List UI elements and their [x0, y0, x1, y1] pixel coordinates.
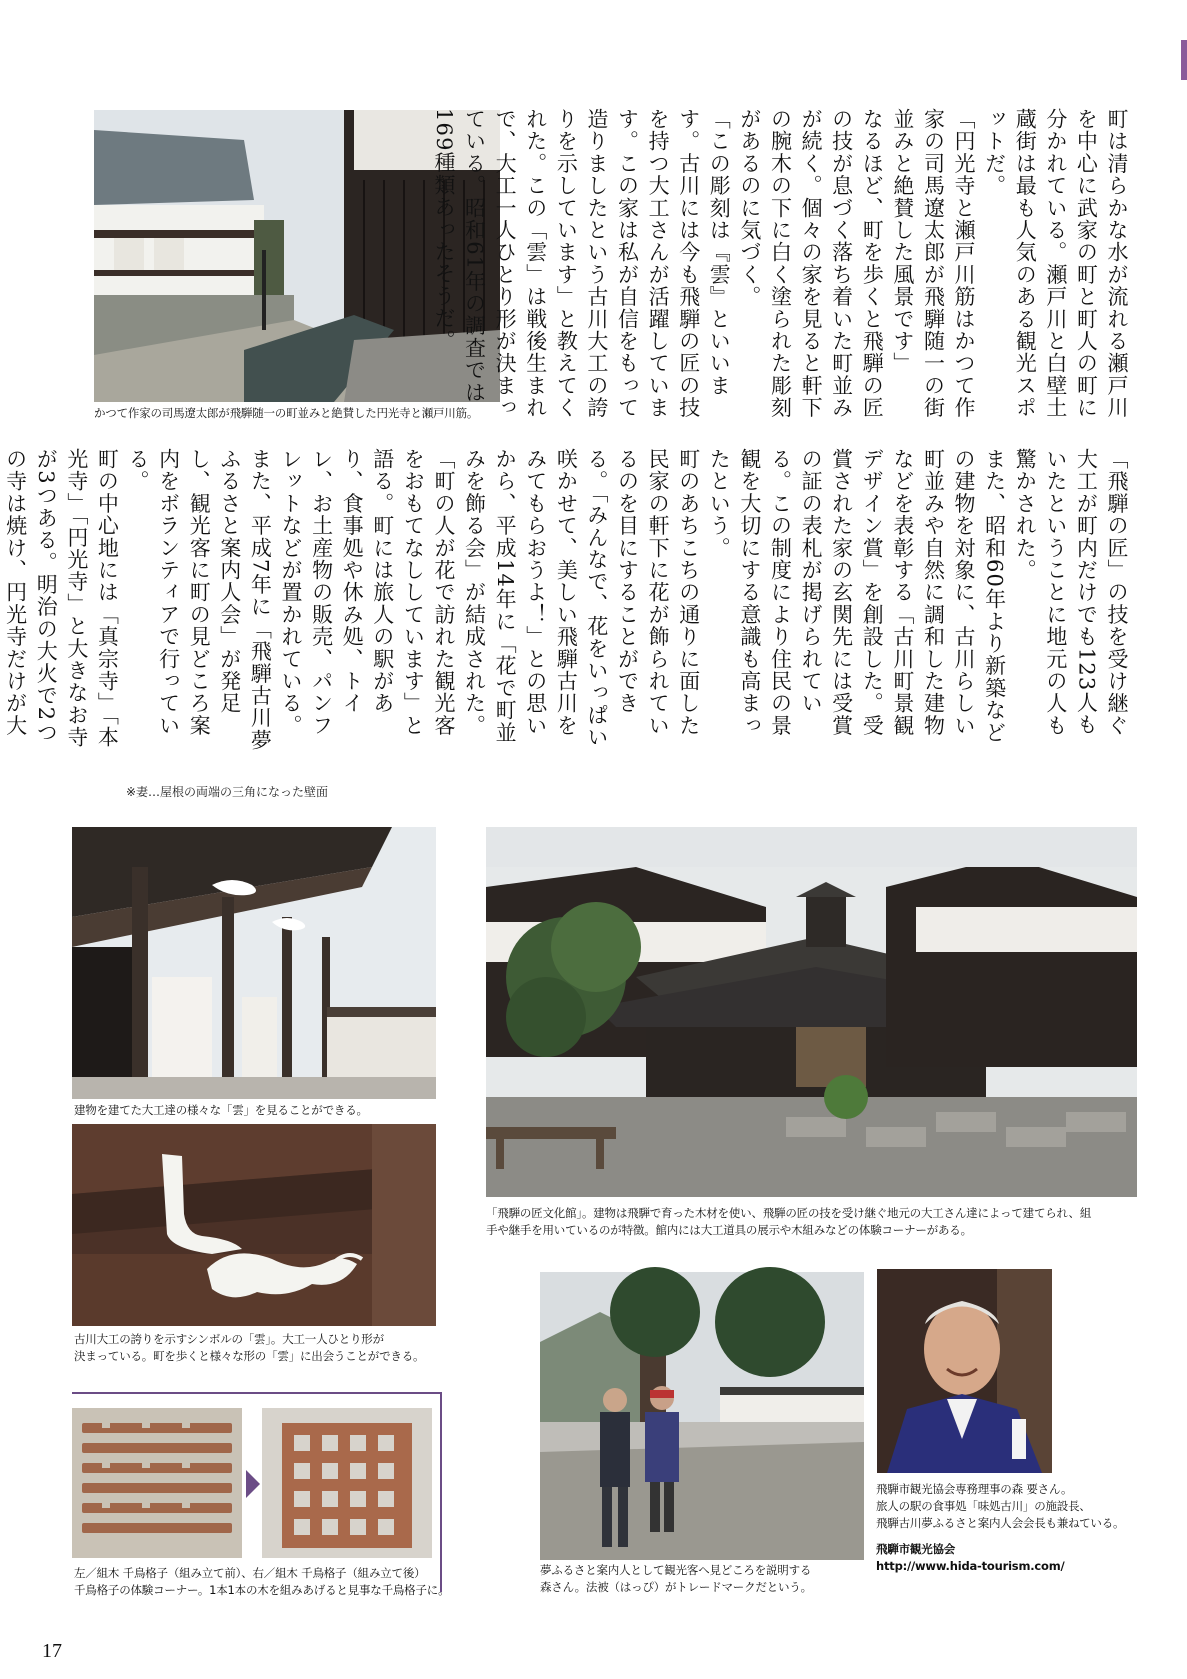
body-text-top: [431, 108, 1132, 438]
photo-eaves-kumo: [72, 827, 436, 1099]
paragraph: 町のあちこちの通りに面した民家の軒下に花が飾られているのを目にすることができる。「みんなで、花をいっぱい咲かせて、美しい飛騨古川をみてもらおうよ！」との思いから、平成14年に「花で町並みを飾る会」が結成された。「町の人が花で訪れた観光客をおもてなししています」と語る。町には旅人の駅があり、食事処や休み処、トイレ、お土産物の販売、パンフレットなどが置かれている。また、平成7年に「飛騨古川夢ふるさと案内人会」が発足し、観光客に町の見どころ案内をボランティアで行っている。: [126, 448, 701, 752]
paragraph: 町の中心地には「真宗寺」「本光寺」「円光寺」と大きなお寺が3つある。明治の大火で2つの寺は焼け、円光寺だけが大: [3, 448, 120, 749]
page-number: 17: [42, 1640, 62, 1662]
caption-mori-3: 飛騨古川夢ふるさと案内人会会長も兼ねている。: [876, 1516, 1125, 1530]
caption-mori-1: 飛騨市観光協会専務理事の森 要さん。: [876, 1482, 1073, 1496]
paragraph: 町は清らかな水が流れる瀬戸川を中心に武家の町と町人の町に分かれている。瀬戸川と白壁土蔵街は最も人気のある観光スポットだ。: [982, 108, 1129, 419]
caption-kumiki-1: 左／組木 千鳥格子（組み立て前）、右／組木 千鳥格子（組み立て後）: [74, 1566, 426, 1580]
photo-portrait-mori: [877, 1269, 1052, 1473]
photo-guide-explaining: [540, 1272, 864, 1560]
photo-kumiki-before: [72, 1408, 242, 1558]
caption-photo-kumo-2: 決まっている。町を歩くと様々な形の「雲」に出会うことができる。: [74, 1349, 425, 1363]
photo-kumiki-after: [262, 1408, 432, 1558]
caption-kumiki-2: 千鳥格子の体験コーナー。1本1本の木を組みあげると見事な千鳥格子に。: [74, 1583, 450, 1597]
photo-kumo-closeup: [72, 1124, 436, 1326]
edge-mark: [1181, 40, 1187, 80]
caption-photo-eaves: 建物を建てた大工達の様々な「雲」を見ることができる。: [74, 1103, 368, 1117]
frame-right-line: [440, 1392, 442, 1592]
paragraph: 「この彫刻は『雲』といいます。古川には今も飛騨の匠の技を持つ大工さんが活躍しています。この家は私が自信をもって造りましたという古川大工の誇りを示しています」と教えてくれた。この「雲」は戦後生まれで、大工一人ひとり形が決まっている。昭和61年の調査では169種類あったそうだ。: [431, 108, 732, 419]
frame-top-line: [72, 1392, 442, 1394]
paragraph: 「飛騨の匠」の技を受け継ぐ大工が町内だけでも123人もいたということに地元の人も驚かされた。: [1013, 448, 1129, 737]
paragraph: なるほど、町を歩くと飛騨の匠の技が息づく落ち着いた町並みが続く。個々の家を見ると軒下の腕木の下に白く塗られた彫刻があるのに気づく。: [737, 108, 885, 419]
paragraph: 「円光寺と瀬戸川筋はかつて作家の司馬遼太郎が飛騨随一の街並みと絶賛した風景です」: [890, 108, 977, 419]
body-text-bottom: [3, 448, 1132, 758]
caption-guide-2: 森さん。法被（はっぴ）がトレードマークだという。: [540, 1580, 812, 1594]
paragraph: また、昭和60年より新築などの建物を対象に、古川らしい町並みや自然に調和した建物などを表彰する「古川町景観デザイン賞」を創設した。受賞された家の玄関先には受賞の証の表札が掲げられている。この制度により住民の景観を大切にする意識も高まったという。: [707, 448, 1007, 744]
caption-photo-enkoji: かつて作家の司馬遼太郎が飛騨随一の町並みと絶賛した円光寺と瀬戸川筋。: [94, 406, 479, 420]
caption-photo-kumo-1: 古川大工の誇りを示すシンボルの「雲」。大工一人ひとり形が: [74, 1332, 384, 1346]
caption-bunkakan-1: 「飛騨の匠文化館」。建物は飛騨で育った木材を使い、飛騨の匠の技を受け継ぐ地元の大工さん達によって建てられ、組: [486, 1206, 1092, 1220]
org-name: 飛騨市観光協会: [876, 1542, 956, 1556]
arrow-icon: [246, 1470, 260, 1498]
caption-bunkakan-2: 手や継手を用いているのが特徴。館内には大工道具の展示や木組みなどの体験コーナーがある。: [486, 1223, 972, 1237]
footnote-tsuma: ※妻…屋根の両端の三角になった壁面: [126, 785, 329, 799]
caption-guide-1: 夢ふるさと案内人として観光客へ見どころを説明する: [540, 1563, 812, 1577]
photo-takumi-bunkakan: [486, 827, 1137, 1197]
org-url-link[interactable]: http://www.hida-tourism.com/: [876, 1559, 1065, 1573]
caption-mori-2: 旅人の駅の食事処「味処古川」の施設長、: [876, 1499, 1091, 1513]
